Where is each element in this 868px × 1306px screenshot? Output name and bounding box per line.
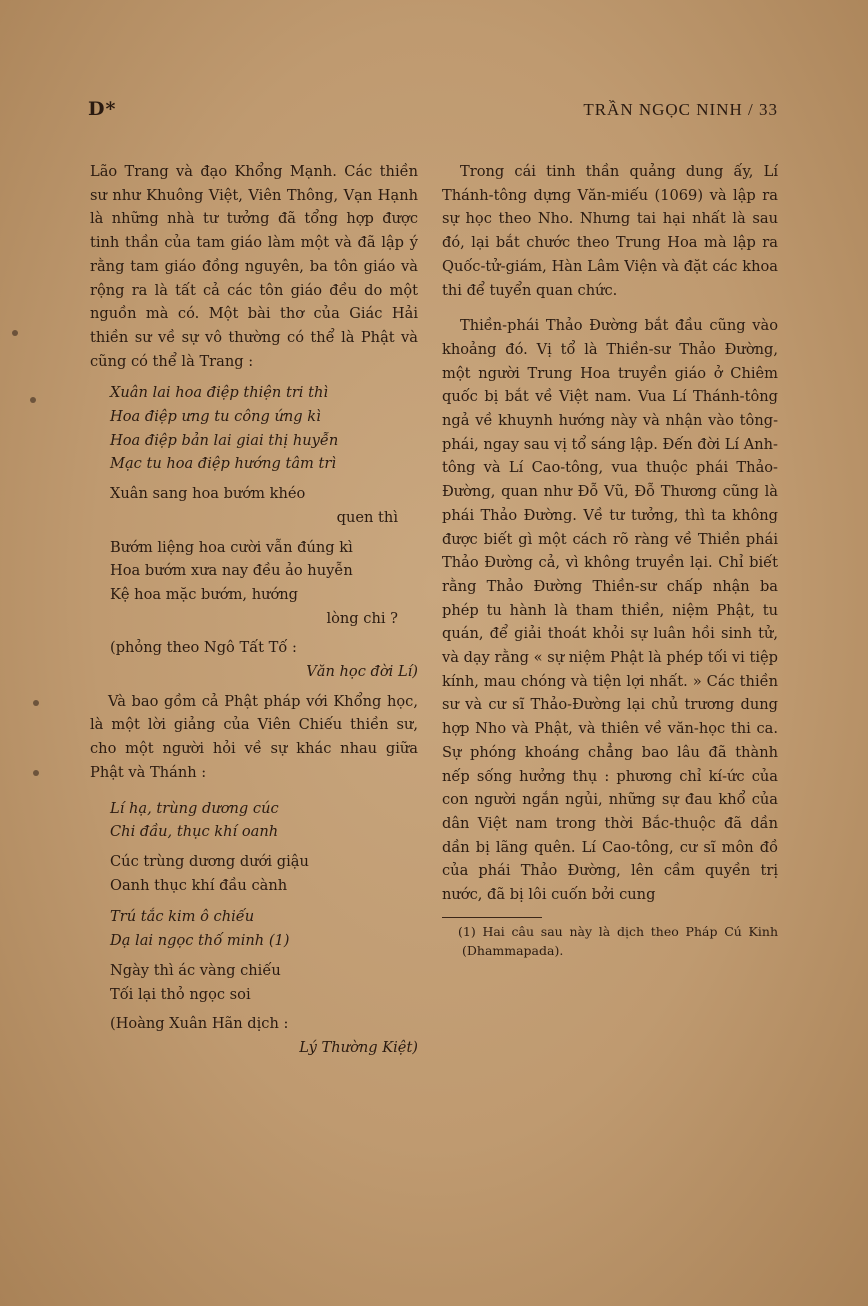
running-header: TRẦN NGỌC NINH / 33 [583, 100, 778, 119]
poem-1-original [110, 381, 418, 476]
paper-speck [12, 330, 18, 336]
poem-line: Tối lại thỏ ngọc soi [110, 985, 251, 1003]
poem-2a-translation [110, 850, 418, 897]
paper-speck [30, 397, 36, 403]
source-line: (Hoàng Xuân Hãn dịch : [110, 1015, 289, 1033]
source-title: Văn học đời Lí) [306, 663, 418, 681]
poem-line: Xuân sang hoa bướm khéo [110, 485, 306, 503]
poem-line: Trú tắc kim ô chiếu [110, 908, 255, 926]
source-title: Lý Thường Kiệt) [299, 1038, 418, 1056]
paragraph-2: Và bao gồm cả Phật pháp với Khổng học, là một lời giảng của Viên Chiếu thiền sư, cho một người hỏi về sự khác nhau giữa Phật và Thánh : [90, 692, 418, 781]
poem-line: Cúc trùng dương dưới giậu [110, 852, 309, 870]
poem-line: Oanh thục khí đầu cành [110, 876, 288, 894]
paragraph-thao-duong: Thiền-phái Thảo Đường bắt đầu cũng vào khoảng đó. Vị tổ là Thiền-sư Thảo Đường, một người Trung Hoa truyền giáo ở Chiêm quốc bị bắt về Việt nam. Vua Lí Thánh-tông ngả về khuynh hướng này và nhận vào tông-phái, ngay sau vị tổ sáng lập. Đến đời Lí Anh-tông và Lí Cao-tông, vua thuộc phái Thảo-Đường, quan như Đỗ Vũ, Đỗ Thương cũng là phái Thảo Đường. Về tư tưởng, thì ta không được biết gì một cách rõ ràng về Thiền phái Thảo Đường cả, vì không truyền lại. Chỉ biết rằng Thảo Đường Thiền-sư chấp nhận ba phép tu hành là tham thiền, niệm Phật, tu quán, để giải thoát khỏi sự luân hồi sinh tử, và dạy rằng « sự niệm Phật là phép tối vi tiệp kính, mau chóng và tiện lợi nhất. » Các thiền sư và cư sĩ Thảo-Đường lại chủ trương dung hợp Nho và Phật, và thiên về văn-học thi ca. Sự phóng khoáng chẳng bao lâu đã thành nếp sống hưởng thụ : phương chỉ kí-ức của con người ngắn ngủi, những sự đau khổ của dân Việt nam trong thời Bắc-thuộc đã dần dần bị lãng quên. Lí Cao-tông, cư sĩ môn đồ của phái Thảo Đường, lên cầm quyền trị nước, đã bị lôi cuốn bởi cung [442, 317, 778, 904]
intro-paragraph: Lão Trang và đạo Khổng Mạnh. Các thiền sư như Khuông Việt, Viên Thông, Vạn Hạnh là những nhà tư tưởng đã tổng hợp được tinh thần của tam giáo làm một và đã lập ý rằng tam giáo đồng nguyên, ba tôn giáo và rộng ra là tất cả các tôn giáo đều do một nguồn mà có. Một bài thơ của Giác Hải thiền sư về sự vô thường có thể là Phật và cũng có thể là Trang : [90, 163, 418, 370]
poem-line: Hoa điệp bản lai giai thị huyễn [110, 431, 339, 449]
poem-2b-original [110, 905, 418, 952]
poem-line: Bướm liệng hoa cười vẫn đúng kì [110, 538, 353, 556]
paragraph-van-mieu: Trong cái tinh thần quảng dung ấy, Lí Thánh-tông dựng Văn-miếu (1069) và lập ra sự học theo Nho. Nhưng tai hại nhất là sau đó, lại bắt chước theo Trung Hoa mà lập ra Quốc-tử-giám, Hàn Lâm Viện và đặt các khoa thi để tuyển quan chức. [442, 163, 778, 299]
right-column [442, 160, 778, 960]
poem-line-continuation: quen thì [336, 508, 398, 526]
paper-speck [33, 770, 39, 776]
poem-line: Chi đầu, thục khí oanh [110, 823, 279, 841]
poem-2b-translation [110, 959, 418, 1006]
poem-line: Kệ hoa mặc bướm, hướng [110, 585, 299, 603]
page-signature-mark: D* [88, 98, 117, 120]
footnote-divider [442, 917, 542, 918]
source-line: (phỏng theo Ngô Tất Tố : [110, 639, 297, 657]
paper-speck [33, 700, 39, 706]
poem-line-continuation: lòng chi ? [326, 609, 398, 627]
poem-line: Dạ lai ngọc thố minh (1) [110, 932, 290, 950]
poem-1-source [110, 636, 418, 683]
poem-line: Ngày thì ác vàng chiếu [110, 961, 281, 979]
poem-line: Lí hạ, trùng dương cúc [110, 799, 279, 817]
poem-line: Mạc tu hoa điệp hướng tâm trì [110, 455, 337, 473]
poem-line: Xuân lai hoa điệp thiện tri thì [110, 384, 329, 402]
poem-line: Hoa bướm xưa nay đều ảo huyễn [110, 562, 353, 580]
poem-2-source [110, 1012, 418, 1059]
poem-line: Hoa điệp ưng tu công ứng kì [110, 408, 321, 426]
footnote: (1) Hai câu sau này là dịch theo Pháp Cú Kinh (Dhammapada). [458, 923, 778, 958]
left-column [90, 160, 418, 1066]
poem-2a-original [110, 797, 418, 844]
poem-1-translation [110, 482, 418, 630]
